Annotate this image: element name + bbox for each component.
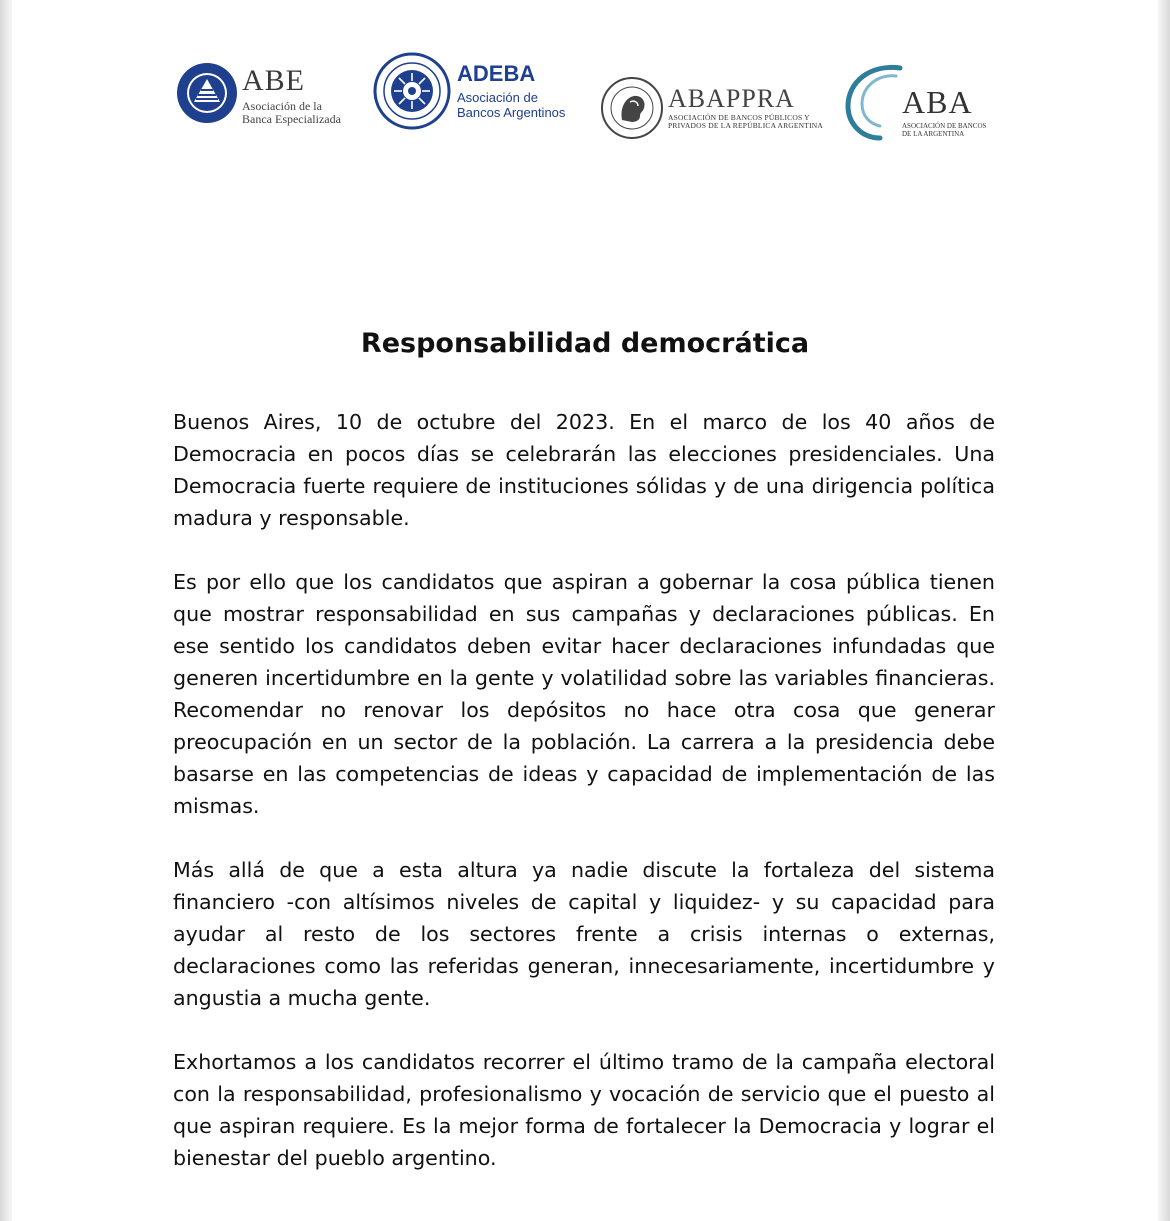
paragraph: Exhortamos a los candidatos recorrer el último tramo de la campaña electoral con la responsabilidad, profesionalismo y vocación de servicio que el puesto al que aspiran requiere. Es la mejor forma de fortalecer la Democracia y lograr el bienestar del pueblo argentino.: [173, 1050, 995, 1170]
aba-logo: [840, 60, 990, 144]
paragraph: Buenos Aires, 10 de octubre del 2023. En el marco de los 40 años de Democracia en pocos días se celebrarán las elecciones presidenciales. Una Democracia fuerte requiere de instituciones sólidas y de una dirigencia política madura y responsable.: [173, 410, 995, 530]
abe-subtitle-line1: Asociación de la: [242, 99, 322, 113]
logo-header: [170, 50, 1000, 150]
adeba-logo: [373, 52, 583, 132]
abappra-subtitle: [668, 114, 823, 130]
abe-name: ABE: [242, 64, 305, 97]
aba-name: ABA: [902, 84, 973, 120]
adeba-subtitle: [457, 90, 565, 120]
document-body: [173, 406, 995, 1206]
abappra-logo: [600, 76, 825, 142]
document-title: Responsabilidad democrática: [360, 328, 810, 359]
aba-swoosh-icon: [840, 60, 910, 144]
paragraph: Más allá de que a esta altura ya nadie discute la fortaleza del sistema financiero -con altísimos niveles de capital y liquidez- y su capacidad para ayudar al resto de los sectores frente a crisis internas o externas, declaraciones como las referidas generan, innecesariamente, incertidumbre y angustia a mucha gente.: [173, 858, 995, 1010]
aba-subtitle: [902, 122, 986, 138]
adeba-subtitle-line2: Bancos Argentinos: [457, 105, 566, 120]
abe-subtitle-line2: Banca Especializada: [242, 112, 341, 126]
adeba-subtitle-line1: Asociación de: [457, 90, 538, 105]
abappra-seal-icon: [600, 76, 664, 140]
paragraph: Es por ello que los candidatos que aspiran a gobernar la cosa pública tienen que mostrar responsabilidad en sus campañas y declaraciones públicas. En ese sentido los candidatos deben evitar hacer declaraciones infundadas que generen incertidumbre en la gente y volatilidad sobre las variables financieras. Recomendar no renovar los depósitos no hace otra cosa que generar preocupación en un sector de la población. La carrera a la presidencia debe basarse en las competencias de ideas y capacidad de implementación de las mismas.: [173, 570, 995, 818]
abappra-subtitle-line1: ASOCIACIÓN DE BANCOS PÚBLICOS Y: [668, 113, 810, 122]
abappra-name: ABAPPRA: [668, 84, 795, 113]
aba-subtitle-line1: ASOCIACIÓN DE BANCOS: [902, 122, 987, 130]
adeba-name: ADEBA: [457, 61, 536, 86]
aba-subtitle-line2: DE LA ARGENTINA: [902, 130, 965, 138]
page-edge-left: [0, 0, 12, 1221]
page-edge-right: [1158, 0, 1170, 1221]
abe-seal-icon: [176, 62, 238, 124]
abappra-subtitle-line2: PRIVADOS DE LA REPÚBLICA ARGENTINA: [668, 121, 824, 130]
abe-subtitle: [242, 100, 341, 126]
abe-logo: [176, 62, 366, 128]
adeba-seal-icon: [373, 52, 451, 130]
